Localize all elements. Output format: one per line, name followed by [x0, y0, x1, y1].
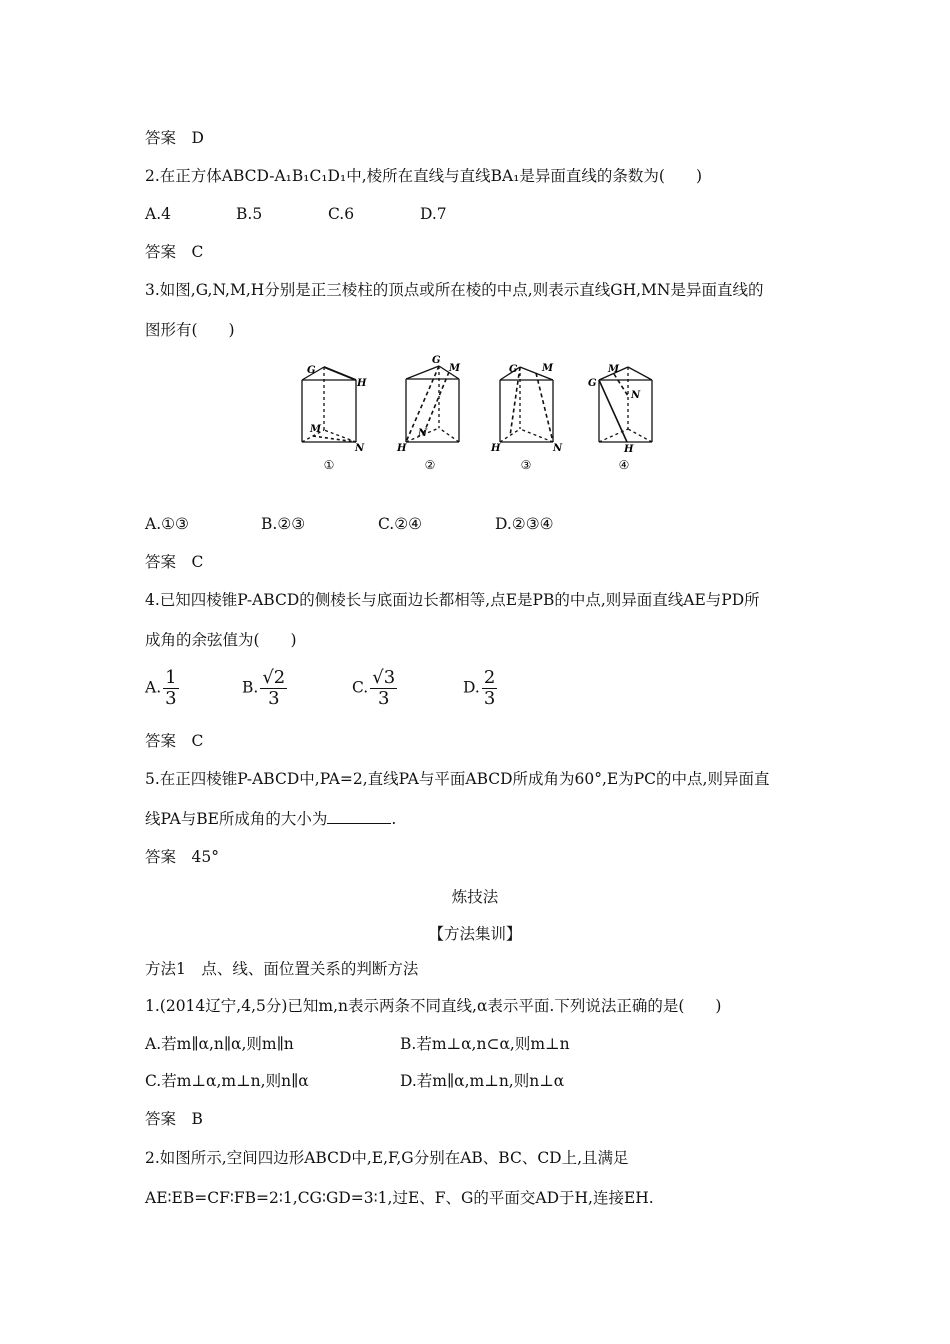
fig4-label-g: G: [588, 378, 597, 389]
q4-option-c-denominator: 3: [377, 688, 390, 709]
q2-option-b: B.5: [236, 205, 263, 223]
fig3-label-m: M: [542, 363, 554, 374]
fig2-label-n: N: [418, 428, 428, 439]
m2-text-line1: 2.如图所示,空间四边形ABCD中,E,F,G分别在AB、BC、CD上,且满足: [145, 1149, 629, 1167]
prism-figure-3: [500, 367, 553, 442]
fig2-caption: ②: [424, 458, 436, 472]
q4-option-d-label: D.: [463, 678, 480, 697]
fig1-label-n: N: [355, 443, 365, 454]
fig3-caption: ③: [520, 458, 532, 472]
fig1-caption: ①: [323, 458, 335, 472]
q5-answer: 答案 45°: [145, 848, 219, 866]
subsection-title: 【方法集训】: [428, 925, 522, 943]
fig1-label-g: G: [307, 365, 316, 376]
q3-text-line2: 图形有( ): [145, 321, 235, 339]
q4-option-b-label: B.: [242, 678, 259, 697]
section-title: 炼技法: [451, 888, 499, 906]
m1-option-b: B.若m⊥α,n⊂α,则m⊥n: [400, 1035, 570, 1053]
fig3-label-g: G: [509, 364, 518, 375]
q3-option-c: C.②④: [378, 515, 423, 533]
q4-option-a: [145, 668, 179, 709]
q4-text-line1: 4.已知四棱锥P-ABCD的侧棱长与底面边长都相等,点E是PB的中点,则异面直线AE与PD所: [145, 591, 760, 609]
q2-option-a: A.4: [145, 205, 171, 223]
q4-option-d-numerator: 2: [483, 667, 496, 688]
q5-text-line2-after: .: [391, 810, 397, 828]
m1-option-c: C.若m⊥α,m⊥n,则n∥α: [145, 1072, 309, 1090]
q4-option-d: [463, 668, 497, 709]
m2-text-line2: AE∶EB=CF∶FB=2∶1,CG∶GD=3∶1,过E、F、G的平面交AD于H,连接EH.: [145, 1189, 654, 1207]
fig1-label-h: H: [357, 378, 367, 389]
q3-option-d: D.②③④: [495, 515, 554, 533]
q4-option-a-label: A.: [145, 678, 162, 697]
q4-option-b-denominator: 3: [268, 688, 280, 709]
prism-figure-4: [599, 367, 652, 442]
q4-option-b-fraction: [260, 668, 287, 709]
m1-option-d: D.若m∥α,m⊥n,则n⊥α: [400, 1072, 565, 1090]
q5-text-line1: 5.在正四棱锥P-ABCD中,PA=2,直线PA与平面ABCD所成角为60°,E为PC的中点,则异面直: [145, 770, 770, 788]
fig3-label-n: N: [553, 443, 563, 454]
q4-answer: 答案 C: [145, 732, 204, 750]
prism-figure-2: [406, 366, 459, 442]
q2-text: 2.在正方体ABCD-A₁B₁C₁D₁中,棱所在直线与直线BA₁是异面直线的条数为( ): [145, 167, 703, 185]
q3-answer: 答案 C: [145, 553, 204, 571]
q4-option-c: [352, 668, 397, 709]
fig2-label-g: G: [432, 355, 441, 366]
q4-option-c-numerator: √3: [372, 667, 396, 688]
q3-text-line1: 3.如图,G,N,M,H分别是正三棱柱的顶点或所在棱的中点,则表示直线GH,MN是异面直线的: [145, 281, 764, 299]
m1-text: 1.(2014辽宁,4,5分)已知m,n表示两条不同直线,α表示平面.下列说法正确的是( ): [145, 997, 722, 1015]
q3-option-a: A.①③: [145, 515, 189, 533]
q5-text-line2-before: 线PA与BE所成角的大小为: [145, 810, 328, 828]
q5-text-line2: [145, 809, 396, 829]
q3-option-b: B.②③: [261, 515, 306, 533]
q4-option-d-fraction: [482, 668, 497, 709]
fig4-label-h: H: [624, 444, 634, 455]
q4-option-c-label: C.: [352, 678, 369, 697]
fig3-label-h: H: [491, 443, 501, 454]
prism-figures: [0, 350, 950, 490]
q4-option-c-fraction: [370, 668, 397, 709]
fig4-label-m: M: [608, 364, 620, 375]
q5-answer-blank: [327, 809, 391, 824]
q1-answer: 答案 D: [145, 129, 204, 147]
q4-option-a-denominator: 3: [165, 688, 177, 709]
fig4-caption: ④: [618, 458, 630, 472]
fig4-label-n: N: [631, 390, 641, 401]
m1-answer: 答案 B: [145, 1110, 203, 1128]
q2-answer: 答案 C: [145, 243, 204, 261]
fig1-label-m: M: [310, 424, 322, 435]
m1-option-a: A.若m∥α,n∥α,则m∥n: [145, 1035, 294, 1053]
q4-option-a-numerator: 1: [165, 667, 177, 688]
q4-option-a-fraction: [163, 668, 178, 709]
q4-option-b-numerator: √2: [262, 667, 286, 688]
q2-option-d: D.7: [420, 205, 447, 223]
fig2-label-m: M: [449, 363, 461, 374]
q4-option-b: [242, 668, 287, 709]
q2-option-c: C.6: [328, 205, 355, 223]
q4-option-d-denominator: 3: [483, 688, 496, 709]
q4-text-line2: 成角的余弦值为( ): [145, 631, 297, 649]
method1-title: 方法1 点、线、面位置关系的判断方法: [145, 960, 419, 978]
fig2-label-h: H: [397, 443, 407, 454]
